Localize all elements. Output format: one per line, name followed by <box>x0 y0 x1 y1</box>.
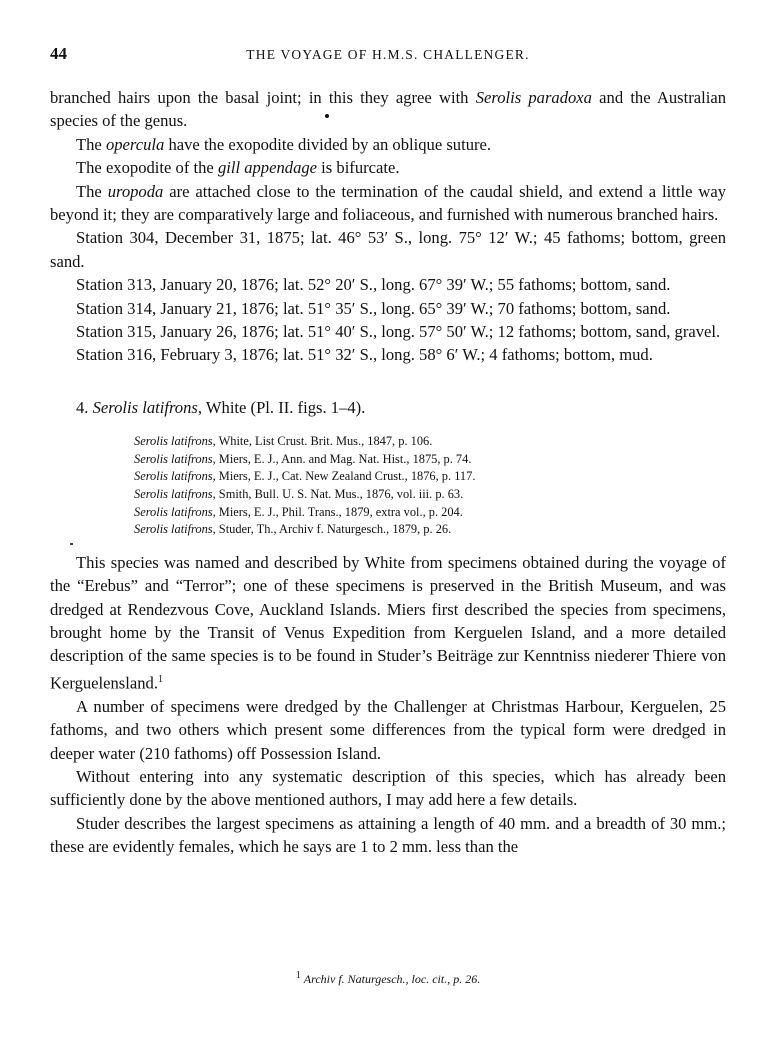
synonymy-entry <box>134 521 726 539</box>
synonym-reference: , Miers, E. J., Cat. New Zealand Crust., 1876, p. 117. <box>212 469 476 484</box>
section-gap <box>50 367 726 396</box>
species-heading <box>50 396 726 419</box>
synonymy-entry <box>134 486 726 504</box>
footnote-marker: 1 <box>157 673 163 685</box>
station-record: Station 304, December 31, 1875; lat. 46° 53′ S., long. 75° 12′ W.; 45 fathoms; bottom, green sand. <box>50 228 726 271</box>
text-run: The <box>76 134 106 154</box>
text-run: have the exopodite divided by an oblique suture. <box>164 134 492 154</box>
text-run: and the Australian species of the genus. <box>50 88 726 131</box>
station-record: Station 314, January 21, 1876; lat. 51° 35′ S., long. 65° 39′ W.; 70 fathoms; bottom, sand. <box>76 298 671 318</box>
synonym-name: Serolis latifrons <box>134 504 213 519</box>
synonymy-list <box>134 433 726 539</box>
term-gill-appendage: gill appendage <box>217 158 318 178</box>
synonym-reference: , Smith, Bull. U. S. Nat. Mus., 1876, vol. iii. p. 63. <box>212 487 464 502</box>
synonym-name: Serolis latifrons <box>134 487 213 502</box>
page-header <box>50 44 726 68</box>
running-head: THE VOYAGE OF H.M.S. CHALLENGER. <box>246 47 530 62</box>
intro-paragraph <box>50 86 726 133</box>
text-run: are attached close to the termination of the caudal shield, and extend a little way beyond it; they are comparatively large and foliaceous, and furnished with numerous branched hairs. <box>50 181 726 225</box>
synonym-reference: , White, List Crust. Brit. Mus., 1847, p. 106. <box>212 434 433 449</box>
synonym-name: Serolis latifrons <box>134 522 213 537</box>
synonym-name: Serolis latifrons <box>134 451 213 466</box>
species-heading-name: Serolis latifrons <box>92 397 198 417</box>
species-heading-rest: , White (Pl. II. figs. 1–4). <box>197 397 366 417</box>
synonym-reference: , Miers, E. J., Ann. and Mag. Nat. Hist., 1875, p. 74. <box>212 451 472 466</box>
gill-paragraph <box>50 156 726 179</box>
text-run: is bifurcate. <box>317 158 400 178</box>
details-paragraph: Without entering into any systematic description of this species, which has already been sufficiently done by the above mentioned authors, I may add here a few details. <box>50 767 726 810</box>
text-run: The <box>76 181 108 201</box>
section-number: 4. <box>76 397 93 417</box>
text-run: branched hairs upon the basal joint; in this they agree with <box>50 88 476 107</box>
footnote-source: Archiv f. Naturgesch., loc. cit. <box>303 972 448 986</box>
synonym-reference: , Miers, E. J., Phil. Trans., 1879, extra vol., p. 204. <box>212 504 463 519</box>
synonymy-entry <box>134 504 726 522</box>
page-number: 44 <box>50 44 67 63</box>
text-run: This species was named and described by White from specimens obtained during the voyage of the “Erebus” and “Terror”; one of these specimens is preserved in the British Museum, and was dredged at Rendezvous Cove, Auckland Islands. Miers first described the species from specimens, brought home by the Transit of Venus Expedition from Kerguelen Island, and a more detailed description of the same species is to be found in Studer’s Beiträge zur Kenntniss niederer Thiere von Kerguelensland. <box>50 552 726 693</box>
footnote <box>0 970 776 987</box>
description-paragraph <box>50 551 726 695</box>
specimens-paragraph: A number of specimens were dredged by the Challenger at Christmas Harbour, Kerguelen, 25 fathoms, and two others which present some differences from the typical form were dredged in deeper water (210 fathoms) off Possession Island. <box>50 696 726 763</box>
body-text <box>50 86 726 859</box>
synonym-reference: , Studer, Th., Archiv f. Naturgesch., 1879, p. 26. <box>212 522 452 537</box>
uropoda-paragraph <box>50 180 726 227</box>
synonymy-entry <box>134 451 726 469</box>
synonym-name: Serolis latifrons <box>134 469 213 484</box>
term-uropoda: uropoda <box>107 181 164 201</box>
station-record: Station 313, January 20, 1876; lat. 52° 20′ S., long. 67° 39′ W.; 55 fathoms; bottom, sand. <box>76 275 671 295</box>
species-name: Serolis paradoxa <box>475 88 592 107</box>
synonymy-entry <box>134 433 726 451</box>
measurements-paragraph: Studer describes the largest specimens as attaining a length of 40 mm. and a breadth of 30 mm.; these are evidently females, which he says are 1 to 2 mm. less than the <box>50 813 726 857</box>
opercula-paragraph <box>50 133 726 156</box>
synonym-name: Serolis latifrons <box>134 434 213 449</box>
footnote-number: 1 <box>295 970 301 981</box>
footnote-page: , p. 26. <box>447 972 481 986</box>
text-run: The exopodite of the <box>76 158 218 178</box>
station-record: Station 315, January 26, 1876; lat. 51° 40′ S., long. 57° 50′ W.; 12 fathoms; bottom, sand, gravel. <box>76 322 721 342</box>
synonymy-entry <box>134 468 726 486</box>
station-record: Station 316, February 3, 1876; lat. 51° 32′ S., long. 58° 6′ W.; 4 fathoms; bottom, mud. <box>76 345 653 365</box>
term-opercula: opercula <box>105 134 165 154</box>
